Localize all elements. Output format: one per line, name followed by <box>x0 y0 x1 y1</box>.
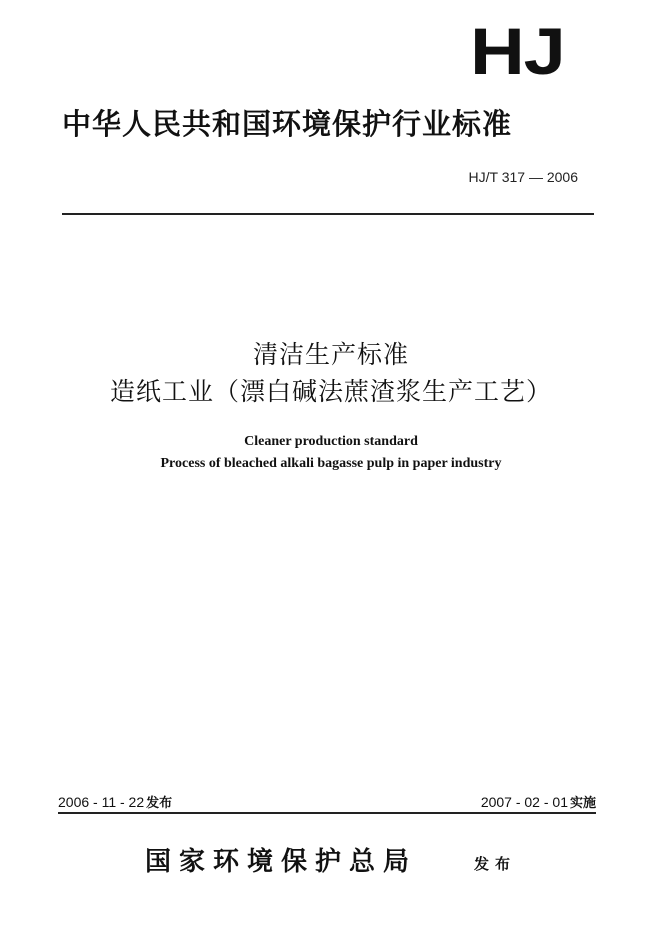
issue-label: 发布 <box>146 796 173 811</box>
top-divider <box>62 213 594 215</box>
hj-logo: HJ <box>470 14 565 88</box>
standard-number: HJ/T 317 — 2006 <box>468 169 578 185</box>
effective-date-block <box>396 793 596 811</box>
issue-date: 2006 - 11 - 22 <box>58 794 145 810</box>
title-cn-line1: 清洁生产标准 <box>252 340 409 369</box>
issuer-title: 中华人民共和国环境保护行业标准 <box>62 107 513 141</box>
bottom-divider <box>58 812 596 814</box>
publisher-name: 国家环境保护总局 <box>145 847 418 877</box>
effective-label: 实施 <box>569 796 596 811</box>
title-cn-line2: 造纸工业（漂白碱法蔗渣浆生产工艺） <box>109 377 552 406</box>
title-en-line2: Process of bleached alkali bagasse pulp in paper industry <box>160 456 502 471</box>
effective-date: 2007 - 02 - 01 <box>480 794 568 810</box>
issue-date-block <box>58 793 258 811</box>
title-en-line1: Cleaner production standard <box>244 434 418 449</box>
publish-label: 发布 <box>474 855 517 873</box>
